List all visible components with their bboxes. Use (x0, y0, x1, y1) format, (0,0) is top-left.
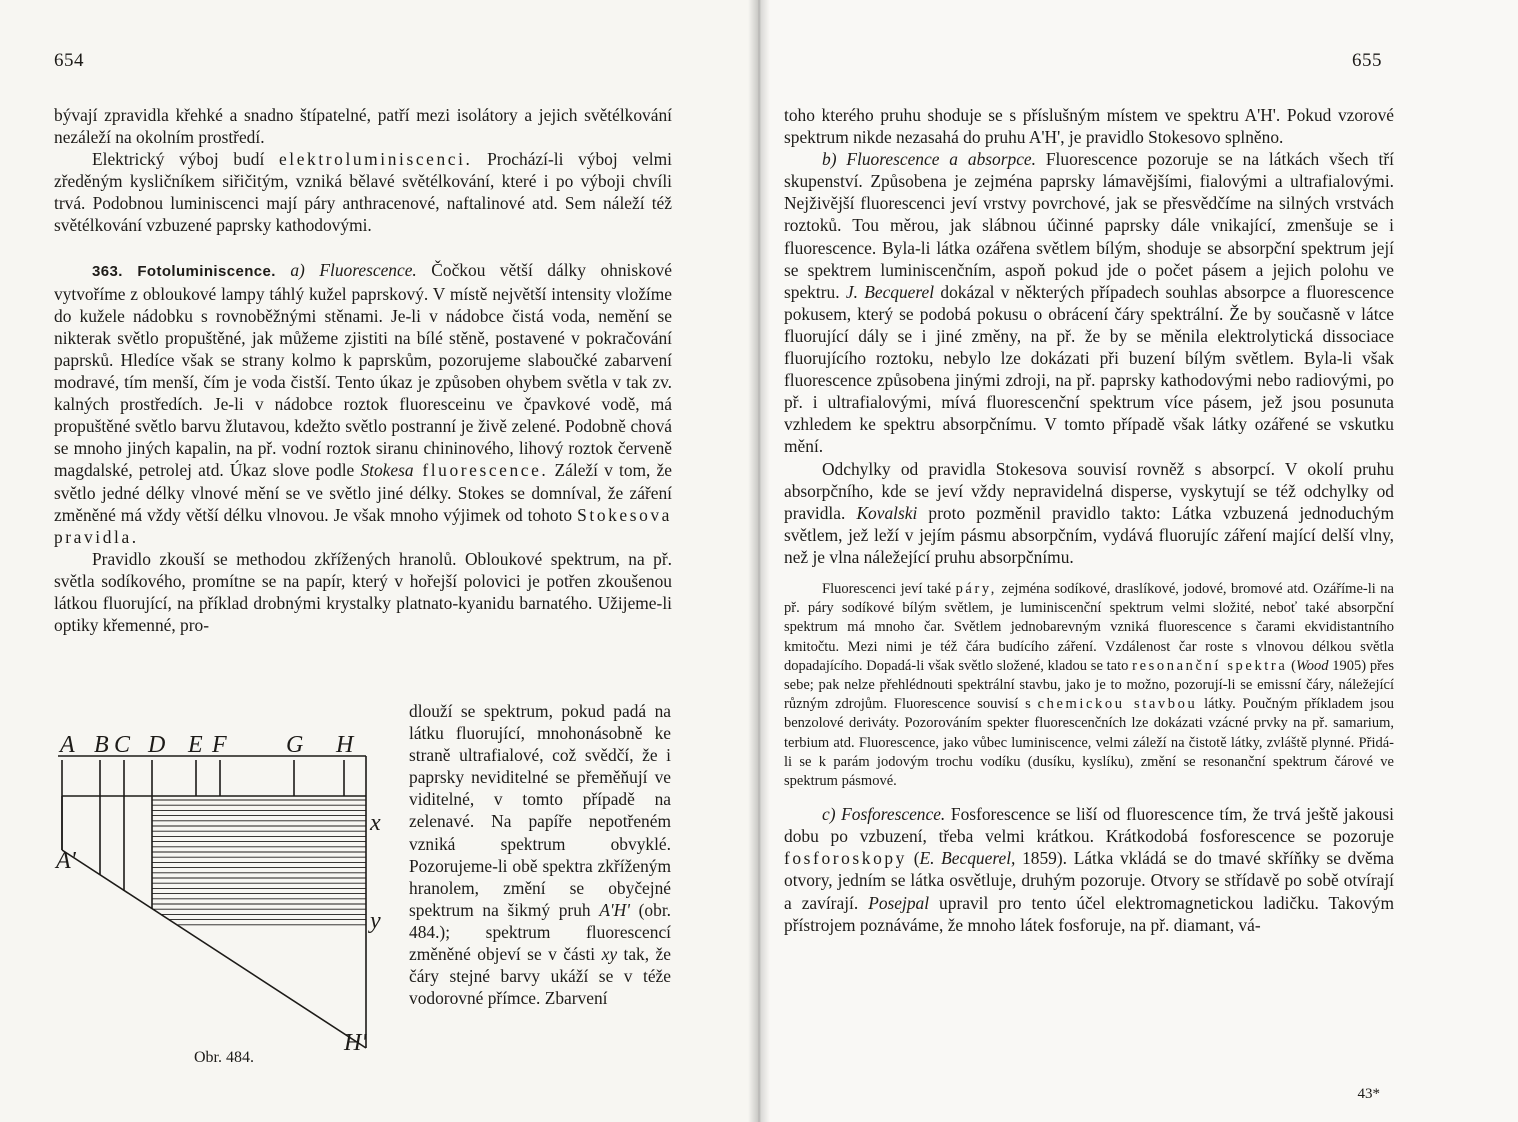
paragraph: Elektrický výboj budí elektroluminiscenci. Prochází-li výboj velmi zředěným kysličníkem siřičitým, vzniká bělavé světélkování, které i po výboji chvíli trvá. Podobnou luminiscenci mají páry anthracenové, naftalinové atd. Sem náleží též světélkování vzbuzené paprsky kathodovými. (54, 149, 672, 236)
section-title: Fotoluminiscence. (137, 262, 276, 280)
subsection-title: Fluorescence a absorpce. (846, 149, 1036, 170)
figure-484 (54, 732, 399, 1092)
label-a-prime: A' (56, 848, 76, 874)
signature-mark: 43* (1357, 1086, 1380, 1102)
label-B: B (94, 732, 109, 758)
paragraph: Pravidlo zkouší se methodou zkřížených hranolů. Obloukové spektrum, na př. světla sodíkového, promítne se na papír, který v hořejší polovici je potřen zkoušenou látkou fluorující, na příklad drobnými krystalky platnato-kyanidu barnatého. Užijeme-li optiky křemenné, pro- (54, 548, 672, 636)
page-number-left: 654 (54, 50, 84, 71)
paragraph: c) Fosforescence. Fosforescence se liší od fluorescence tím, že trvá ještě jakousi dobu po vzbuzení, třeba velmi krátkou. Krátkodobá fosforescence se pozoruje fosforoskopy (E. Becquerel, 1859). Látka vkládá se do tmavé skříňky se dvěma otvory, jedním se látka osvětluje, druhým pozoruje. Otvory se střídavě po sobě otvírají a zavírají. Posejpal upravil pro tento účel elektromagnetickou ladičku. Takovým přístrojem poznáváme, že mnoho látek fosforuje, na př. diamant, vá- (784, 804, 1395, 935)
right-page (759, 0, 1518, 1122)
paragraph: Odchylky od pravidla Stokesova souvisí rovněž s absorpcí. V okolí pruhu absorpčního, kde se jeví vždy nepravidelná disperse, vyskytují se též odchylky od pravidla. Kovalski proto pozměnil pravidlo takto: Látka vzbuzená jednoduchým světlem, jež leží v jejím pásmu absorpčním, vydává fluorujíc záření mající delší vlny, než je vlna náležející pruhu absorpčnímu. (784, 458, 1394, 567)
paragraph: bývají zpravidla křehké a snadno štípatelné, patří mezi isolátory a jejich světélkování nezáleží na okolním prostředí. (54, 105, 672, 148)
label-D: D (148, 732, 166, 758)
label-x: x (370, 810, 381, 836)
page-number-right: 655 (1352, 50, 1382, 71)
spaced-term: elektroluminiscenci. (278, 149, 473, 170)
label-H: H (336, 732, 354, 758)
left-main-column (54, 104, 672, 636)
figure-caption: Obr. 484. (194, 1049, 254, 1066)
small-print-paragraph: Fluorescenci jeví také páry, zejména sodíkové, draslíkové, jodové, bromové atd. Ozáříme-li na př. páry sodíkové bílým světlem, je luminiscenční spektrum velmi složité, neboť také absorpční spektrum má mnoho čar. Světlem jednobarevným vzniká fluorescence s čarami ekvidistantního kmitočtu. Mezi nimi je též čára budícího záření. Vzdálenost čar roste s vlnovou délkou světla dopadajícího. Dopadá-li však světlo složené, kladou se tato resonanční spektra (Wood 1905) přes sebe; pak nelze přehlédnouti spektrální stavbu, jako je to možno, pozorují-li se emissní čáry, náležející různým zdrojům. Fluorescence souvisí s chemickou stavbou látky. Poučným příkladem jsou benzolové deriváty. Pozorováním spekter fluorescenčních lze dokázati vzácné prvky na př. samarium, terbium atd. Fluorescence, jako vůbec luminiscence, velmi záleží na čistotě látky, zvláště plynné. Přidá-li se k parám jodovým trochu vodíku (dusíku, kyslíku), změní se resonanční spektrum čárové ve spektrum pásmové. (784, 580, 1394, 789)
subsection-title: Fluorescence. (319, 259, 417, 280)
label-C: C (114, 732, 131, 758)
label-h-prime: H' (344, 1030, 367, 1056)
subsection-title: Fosforescence. (841, 804, 946, 825)
label-G: G (286, 732, 304, 758)
section-paragraph: 363. Fotoluminiscence. a) Fluorescence. Čočkou větší dálky ohniskové vytvoříme z obloukové lampy táhlý kužel paprskový. V místě největší intensity vložíme do kužele nádobku s rovnoběžnými stěnami. Je-li v nádobce čistá voda, nemění se nikterak světlo propuštěné, jak můžeme zjistiti na bílé stěně, postavené v pokračování paprsků. Hledíce však se strany kolmo k paprskům, pozorujeme slaboučké zabarvení modravé, tím menší, čím je voda čistší. Tento úkaz je způsoben ohybem světla v tak zv. kalných prostředích. Je-li v nádobce roztok fluoresceinu ve čpavkové vodě, má propuštěné světlo barvu žlutavou, kdežto světlo postranní je živě zelené. Podobně chová se mnoho jiných kapalin, na př. vodní roztok siranu chininového, lihový roztok červeně magdalské, petrolej atd. Úkaz slove podle Stokesa fluorescence. Záleží v tom, že světlo jedné délky vlnové mění se ve světlo jiné délky. Stokes se domníval, že záření změněné má vždy větší délku vlnovou. Je však mnoho výjimek od tohoto Stokesova pravidla. (54, 259, 672, 547)
figure-wrap-text: dlouží se spektrum, pokud padá na látku fluorující, mnohonásobně ke straně ultrafialové, což svědčí, že i paprsky neviditelné se přeměňují ve viditelné, v tomto případě na zelenavé. Na papíře nepotřeném vzniká spektrum obvyklé. Pozorujeme-li obě spektra zkříženým hranolem, změní se obyčejné spektrum na šikmý pruh A'H' (obr. 484.); spektrum fluorescencí změněné objeví se v části xy tak, že čáry stejné barvy ukáží se v téže vodorovné přímce. Zbarvení (409, 701, 671, 1009)
label-E: E (188, 732, 203, 758)
label-F: F (212, 732, 227, 758)
right-main-column (784, 104, 1394, 936)
label-A: A (60, 732, 75, 758)
paragraph: b) Fluorescence a absorpce. Fluorescence pozoruje se na látkách všech tří skupenství. Způsobena je zejména paprsky lámavějšími, fialovými a ultrafialovými. Nejživější fluorescenci jeví vrstvy povrchové, jak se přesvědčíme na silných vrstvách roztoků. Tou měrou, jak slábnou účinné paprsky dále vnikající, zmenšuje se i fluorescence. Byla-li látka ozářena světlem bílým, shoduje se absorpční spektrum její se spektrem luminiscenčním, aspoň pokud jde o počet pásem a jejich polohu ve spektru. J. Becquerel dokázal v některých případech souhlas absorpce a fluorescence pokusem, který se podobá pokusu o obrácení čáry spektrální. Že by současně v látce fluorující dály se i jiné změny, na př. že by se měnila elektrolytická dissociace fluorujícího roztoku, nebylo lze dokázati při buzení bílým světlem. Byla-li však fluorescence způsobena jinými zdroji, na př. paprsky kathodovými nebo radiovými, po př. i ultrafialovými, mívá fluorescenční spektrum více pásem, jež jsou posunuta vzhledem ke spektru absorpčnímu. V tomto případě však látky ozářené se vskutku mění. (784, 149, 1394, 457)
section-number: 363. (92, 262, 123, 280)
label-y: y (370, 908, 381, 934)
paragraph: toho kterého pruhu shoduje se s příslušným místem ve spektru A'H'. Pokud vzorové spektrum nikde nezasahá do pruhu A'H', je pravidlo Stokesovo splněno. (784, 105, 1394, 148)
